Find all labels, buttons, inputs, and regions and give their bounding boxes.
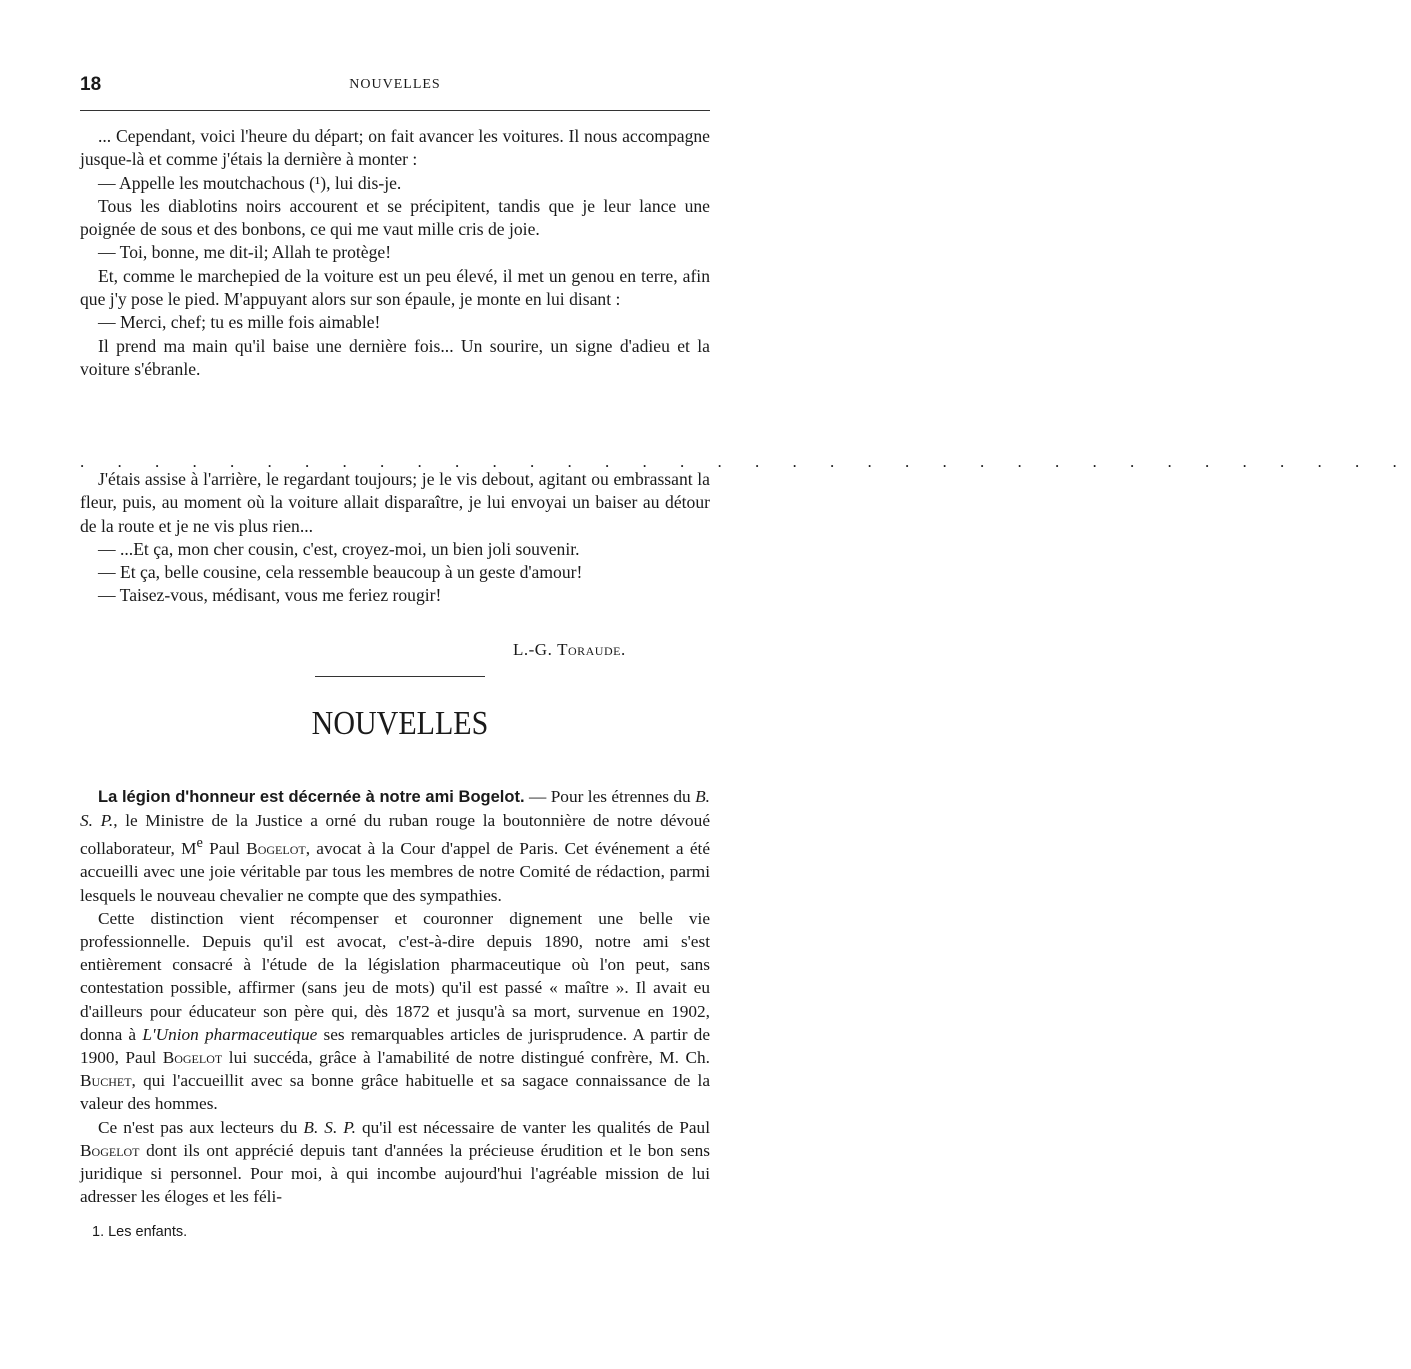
news-paragraph xyxy=(80,785,710,907)
text-run: dont ils ont apprécié depuis tant d'années la précieuse érudition et le bon sens juridique si personnel. Pour moi, à qui incombe aujourd'hui l'agréable mission de lui adresser les éloges et les féli- xyxy=(80,1140,710,1207)
story-text xyxy=(80,125,710,381)
author-signature xyxy=(513,640,626,660)
news-paragraph xyxy=(80,1116,710,1209)
story-paragraph: Il prend ma main qu'il baise une dernière fois... Un sourire, un signe d'adieu et la voiture s'ébranle. xyxy=(80,335,710,379)
signature-name: Toraude. xyxy=(557,640,626,659)
story-dialogue: — Et ça, belle cousine, cela ressemble beaucoup à un geste d'amour! xyxy=(98,562,583,583)
page-number: 18 xyxy=(80,74,102,95)
story-dialogue: — Appelle les moutchachous (¹), lui dis-je. xyxy=(98,172,402,193)
story-dialogue: — Toi, bonne, me dit-il; Allah te protège! xyxy=(98,242,392,263)
running-head: NOUVELLES xyxy=(349,77,441,92)
page-header xyxy=(80,74,710,104)
ellipsis-dots-line: . . . . . . . . . . . . . . . . . . . . . . . . . . . . . . . . . . . . xyxy=(80,452,1411,471)
person-name: Bogelot xyxy=(246,839,306,859)
story-dialogue: — Taisez-vous, médisant, vous me feriez rougir! xyxy=(98,585,442,606)
footnote: 1. Les enfants. xyxy=(92,1224,188,1240)
text-run: , qui l'accueillit avec sa bonne grâce habituelle et sa sagace connaissance de la valeur des hommes. xyxy=(80,1071,710,1114)
person-name: Buchet xyxy=(80,1071,132,1091)
section-divider xyxy=(315,676,485,677)
story-paragraph: J'étais assise à l'arrière, le regardant toujours; je le vis debout, agitant ou embrassant la fleur, puis, au moment où la voiture allait disparaître, je lui envoyai un baiser au détour de la route et je ne vis plus rien... xyxy=(80,469,710,536)
story-dialogue: — ...Et ça, mon cher cousin, c'est, croyez-moi, un bien joli souvenir. xyxy=(98,538,580,559)
person-name: Bogelot xyxy=(80,1140,140,1160)
story-text-continued xyxy=(80,468,710,608)
story-dialogue: — Merci, chef; tu es mille fois aimable! xyxy=(98,312,381,333)
section-title: NOUVELLES xyxy=(311,704,489,742)
text-run: lui succéda, grâce à l'amabilité de notre distingué confrère, M. Ch. xyxy=(222,1048,710,1067)
journal-title: L'Union pharmaceutique xyxy=(142,1024,318,1044)
text-run: — Pour les étrennes du xyxy=(524,787,696,806)
news-text xyxy=(80,785,710,1208)
text-run: , avocat à la Cour d'appel de Paris. Cet événement a été accueilli avec une joie véritable par tous les membres de notre Comité de rédaction, parmi lesquels le nouveau chevalier ne compte que des sympathies. xyxy=(80,839,710,905)
signature-initials: L.-G. xyxy=(513,640,558,659)
text-run: Ce n'est pas aux lecteurs du xyxy=(98,1117,304,1137)
person-name: Bogelot xyxy=(162,1048,223,1067)
text-run: Cette distinction vient récompenser et couronner dignement une belle vie professionnelle. Depuis qu'il est avocat, c'est-à-dire depuis 1890, notre ami s'est entièrement consacré à l'étude de la législation pharmaceutique où l'on peut, sans contestation possible, affirmer (sans jeu de mots) qu'il est passé « maître ». Il avait eu d'ailleurs pour éducateur son père qui, dès 1872 et jusqu'à sa mort, survenue en 1902, donna à xyxy=(80,908,710,1044)
header-rule xyxy=(80,110,710,111)
text-run: ses remarquables articles de jurisprudence. A partir de 1900, Paul xyxy=(80,1024,710,1067)
text-run: , le Ministre de la Justice a orné du ruban rouge la boutonnière de notre dévoué collaborateur, M xyxy=(80,811,710,859)
journal-abbrev: B. S. P. xyxy=(303,1117,356,1137)
news-lead-title: La légion d'honneur est décernée à notre ami Bogelot. xyxy=(98,788,525,806)
text-run: qu'il est nécessaire de vanter les qualités de Paul xyxy=(355,1117,710,1137)
story-paragraph: Et, comme le marchepied de la voiture est un peu élevé, il met un genou en terre, afin que j'y pose le pied. M'appuyant alors sur son épaule, je monte en lui disant : xyxy=(80,265,710,310)
story-paragraph: ... Cependant, voici l'heure du départ; on fait avancer les voitures. Il nous accompagne jusque-là et comme j'étais la dernière à monter : xyxy=(80,126,710,170)
journal-abbrev: B. S. P. xyxy=(80,787,710,831)
story-paragraph: Tous les diablotins noirs accourent et se précipitent, tandis que je leur lance une poignée de sous et des bonbons, ce qui me vaut mille cris de joie. xyxy=(80,195,710,240)
news-paragraph xyxy=(80,907,710,1116)
text-run: Paul xyxy=(202,839,247,859)
superscript: e xyxy=(196,835,203,852)
